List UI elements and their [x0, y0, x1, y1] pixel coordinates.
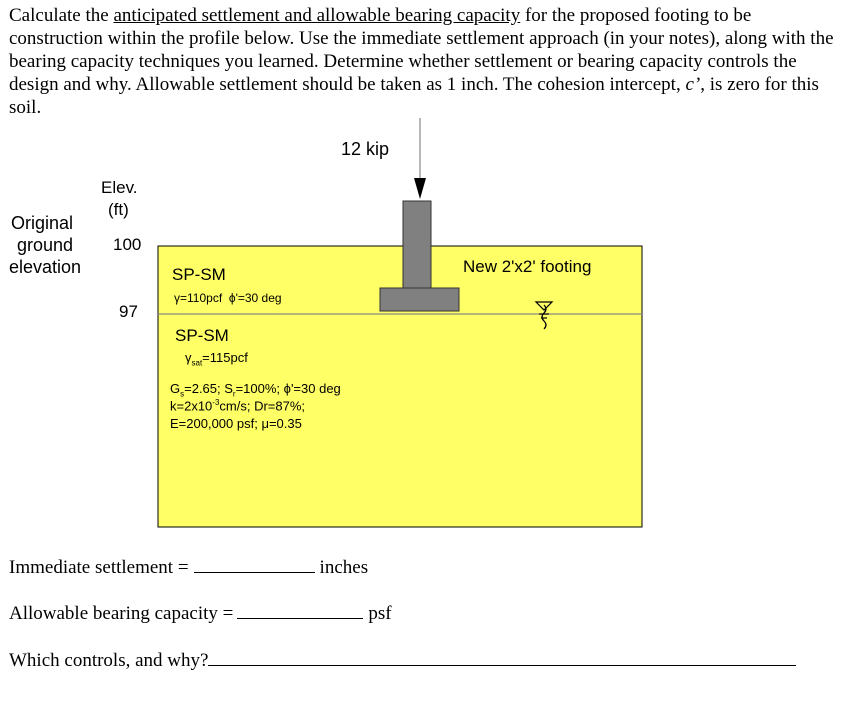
- permeability-text: k=2x10: [170, 398, 213, 414]
- settlement-answer-field[interactable]: [194, 554, 315, 573]
- problem-underlined-text: anticipated settlement and allowable bearing capacity: [113, 5, 521, 26]
- elevation-header: Elev.: [101, 178, 138, 197]
- load-arrow-head: [414, 178, 426, 199]
- original-ground-label-3: elevation: [9, 257, 82, 277]
- gs-text: G: [170, 381, 181, 396]
- elevation-unit: (ft): [108, 200, 129, 219]
- original-ground-label-1: Original: [11, 213, 74, 233]
- load-label: 12 kip: [341, 139, 390, 159]
- footing-column: [403, 201, 431, 288]
- elevation-97: 97: [119, 302, 138, 321]
- sr-value: =100%;: [235, 381, 284, 396]
- problem-text-3: , is zero for this soil.: [9, 74, 819, 118]
- settlement-answer-row: [9, 554, 368, 579]
- gs-subscript: s: [180, 389, 185, 399]
- layer1-properties: [174, 291, 282, 305]
- layer2-name: SP-SM: [175, 326, 229, 345]
- layer1-name: SP-SM: [172, 265, 226, 284]
- footing-label: New 2'x2' footing: [463, 257, 592, 276]
- problem-text-1: Calculate the: [9, 5, 114, 26]
- capacity-label: Allowable bearing capacity =: [9, 603, 234, 624]
- layer2-friction-angle: '=30 deg: [290, 381, 341, 396]
- settlement-label: Immediate settlement =: [9, 557, 189, 578]
- problem-text-2: for the proposed footing to be construction within the profile below. Use the immediate settlement approach (in your notes), along with the bearing capacity techniques you learned. Determine whether settlement or bearing capacity controls the design and why. Allowable settlement should be taken as 1 inch. The cohesion intercept,: [9, 5, 834, 95]
- cohesion-symbol: c’: [685, 74, 701, 95]
- layer2-properties-line3: [170, 416, 302, 431]
- original-ground-label-2: ground: [17, 235, 74, 255]
- layer1-unit-weight: =110pcf: [180, 291, 223, 305]
- capacity-answer-row: [9, 600, 392, 625]
- capacity-answer-field[interactable]: [237, 600, 363, 619]
- phi-symbol: ϕ: [228, 291, 236, 305]
- controls-label: Which controls, and why?: [9, 650, 209, 671]
- gs-value: =2.65; S: [184, 381, 233, 396]
- layer1-friction-angle: '=30 deg: [235, 291, 282, 305]
- gamma-symbol: γ: [174, 291, 180, 305]
- capacity-unit: psf: [368, 603, 392, 624]
- layer2-unit-weight: [185, 350, 248, 368]
- layer2-gamma-value: =115pcf: [202, 350, 248, 365]
- layer2-properties-line1: [170, 381, 341, 399]
- gamma-symbol: γ: [185, 350, 192, 365]
- layer2-properties-line2: [170, 398, 305, 413]
- mu-symbol: μ: [261, 416, 269, 431]
- poisson-value: =0.35: [268, 416, 302, 431]
- elevation-100: 100: [113, 235, 142, 254]
- sat-subscript: sat: [191, 358, 203, 368]
- controls-answer-field[interactable]: [208, 647, 796, 666]
- sr-subscript: r: [232, 389, 236, 399]
- permeability-units: cm/s; Dr=87%;: [219, 398, 306, 414]
- settlement-unit: inches: [319, 557, 369, 578]
- modulus-text: E=200,000 psf;: [170, 416, 262, 431]
- footing-base: [380, 288, 459, 311]
- permeability-exponent: -3: [212, 398, 220, 407]
- phi-symbol: ϕ: [283, 381, 291, 396]
- controls-answer-row: [9, 647, 796, 672]
